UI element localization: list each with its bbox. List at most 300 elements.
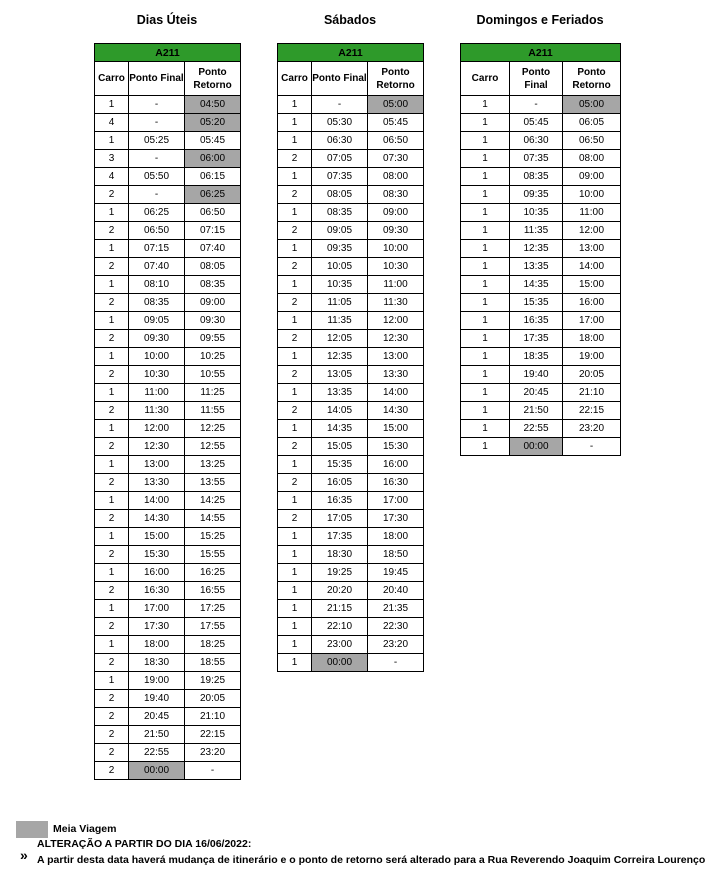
ponto-final-cell: 11:35 [510, 222, 563, 240]
carro-cell: 3 [95, 150, 129, 168]
ponto-final-cell: 00:00 [312, 654, 368, 672]
ponto-retorno-cell: 06:15 [185, 168, 241, 186]
carro-cell: 1 [95, 600, 129, 618]
column-header-carro: Carro [278, 62, 312, 96]
ponto-retorno-cell: 13:00 [368, 348, 424, 366]
carro-cell: 2 [95, 618, 129, 636]
table-row [95, 150, 241, 168]
table-row [278, 438, 424, 456]
carro-cell: 1 [95, 348, 129, 366]
ponto-final-cell: 14:35 [510, 276, 563, 294]
ponto-final-cell: 22:10 [312, 618, 368, 636]
carro-cell: 2 [95, 474, 129, 492]
route-header: A211 [461, 44, 621, 62]
carro-cell: 1 [461, 348, 510, 366]
table-row [278, 312, 424, 330]
carro-cell: 2 [95, 708, 129, 726]
ponto-final-cell: 12:30 [129, 438, 185, 456]
table-row [95, 708, 241, 726]
table-row [278, 600, 424, 618]
carro-cell: 1 [461, 204, 510, 222]
carro-cell: 2 [278, 510, 312, 528]
table-row [461, 204, 621, 222]
ponto-retorno-cell: 09:55 [185, 330, 241, 348]
ponto-final-cell: 13:05 [312, 366, 368, 384]
ponto-retorno-cell: 06:00 [185, 150, 241, 168]
ponto-retorno-cell: 06:50 [563, 132, 621, 150]
ponto-retorno-cell: 18:25 [185, 636, 241, 654]
carro-cell: 1 [461, 150, 510, 168]
ponto-retorno-cell: 20:05 [185, 690, 241, 708]
carro-cell: 4 [95, 114, 129, 132]
table-row [461, 312, 621, 330]
carro-cell: 1 [278, 618, 312, 636]
ponto-final-cell: 06:50 [129, 222, 185, 240]
ponto-retorno-cell: 19:00 [563, 348, 621, 366]
table-row [95, 744, 241, 762]
ponto-final-cell: 22:55 [510, 420, 563, 438]
carro-cell: 1 [278, 654, 312, 672]
carro-cell: 2 [95, 186, 129, 204]
ponto-final-cell: 10:30 [129, 366, 185, 384]
ponto-final-cell: 08:05 [312, 186, 368, 204]
table-row [461, 366, 621, 384]
ponto-final-cell: 16:35 [312, 492, 368, 510]
ponto-final-cell: 16:35 [510, 312, 563, 330]
ponto-final-cell: - [129, 114, 185, 132]
ponto-retorno-cell: 06:05 [563, 114, 621, 132]
ponto-retorno-cell: 16:55 [185, 582, 241, 600]
ponto-final-cell: 14:00 [129, 492, 185, 510]
carro-cell: 1 [461, 222, 510, 240]
table-row [461, 402, 621, 420]
ponto-retorno-cell: 06:25 [185, 186, 241, 204]
table-row [278, 564, 424, 582]
table-row [461, 222, 621, 240]
ponto-retorno-cell: 05:00 [563, 96, 621, 114]
carro-cell: 1 [278, 546, 312, 564]
carro-cell: 2 [95, 654, 129, 672]
ponto-retorno-cell: 11:30 [368, 294, 424, 312]
table-row [278, 168, 424, 186]
ponto-final-cell: 12:35 [510, 240, 563, 258]
ponto-retorno-cell: 20:40 [368, 582, 424, 600]
carro-cell: 1 [461, 132, 510, 150]
table-row [278, 294, 424, 312]
table-row [95, 402, 241, 420]
ponto-final-cell: 15:05 [312, 438, 368, 456]
table-row [95, 96, 241, 114]
table-row [278, 114, 424, 132]
carro-cell: 1 [461, 312, 510, 330]
ponto-final-cell: 17:35 [312, 528, 368, 546]
carro-cell: 2 [278, 258, 312, 276]
ponto-final-cell: 08:35 [129, 294, 185, 312]
table-row [461, 132, 621, 150]
table-row [95, 438, 241, 456]
ponto-final-cell: 13:30 [129, 474, 185, 492]
table-row [278, 528, 424, 546]
ponto-retorno-cell: 09:30 [368, 222, 424, 240]
ponto-final-cell: 16:05 [312, 474, 368, 492]
schedule-saturdays [277, 12, 423, 668]
ponto-final-cell: 07:35 [312, 168, 368, 186]
table-row [278, 384, 424, 402]
ponto-final-cell: 10:35 [510, 204, 563, 222]
ponto-retorno-cell: 10:30 [368, 258, 424, 276]
schedule-weekdays [94, 12, 240, 776]
carro-cell: 1 [95, 564, 129, 582]
ponto-retorno-cell: 13:25 [185, 456, 241, 474]
carro-cell: 1 [461, 420, 510, 438]
ponto-retorno-cell: 11:25 [185, 384, 241, 402]
ponto-final-cell: 22:55 [129, 744, 185, 762]
ponto-retorno-cell: 21:35 [368, 600, 424, 618]
ponto-retorno-cell: 12:00 [563, 222, 621, 240]
ponto-final-cell: 09:35 [312, 240, 368, 258]
table-row [95, 348, 241, 366]
carro-cell: 2 [278, 438, 312, 456]
ponto-final-cell: 05:25 [129, 132, 185, 150]
schedule-title: Sábados [323, 13, 377, 27]
note-bullet: » [20, 847, 28, 863]
table-row [95, 492, 241, 510]
ponto-final-cell: 13:00 [129, 456, 185, 474]
carro-cell: 1 [278, 636, 312, 654]
table-row [461, 96, 621, 114]
ponto-final-cell: 21:50 [510, 402, 563, 420]
table-row [278, 276, 424, 294]
ponto-retorno-cell: 12:25 [185, 420, 241, 438]
ponto-final-cell: 09:05 [312, 222, 368, 240]
carro-cell: 2 [95, 222, 129, 240]
table-row [95, 600, 241, 618]
carro-cell: 1 [278, 492, 312, 510]
carro-cell: 1 [95, 132, 129, 150]
ponto-retorno-cell: 17:55 [185, 618, 241, 636]
ponto-retorno-cell: 09:00 [563, 168, 621, 186]
carro-cell: 2 [95, 582, 129, 600]
table-row [461, 438, 621, 456]
ponto-final-cell: 00:00 [129, 762, 185, 780]
ponto-final-cell: 15:30 [129, 546, 185, 564]
ponto-retorno-cell: 17:25 [185, 600, 241, 618]
table-row [95, 474, 241, 492]
table-row [278, 546, 424, 564]
carro-cell: 1 [278, 312, 312, 330]
carro-cell: 1 [95, 456, 129, 474]
schedule-sundays-holidays [460, 12, 620, 462]
carro-cell: 1 [461, 276, 510, 294]
carro-cell: 2 [278, 186, 312, 204]
ponto-final-cell: 11:35 [312, 312, 368, 330]
carro-cell: 2 [95, 762, 129, 780]
table-row [95, 132, 241, 150]
table-row [95, 258, 241, 276]
table-row [95, 762, 241, 780]
ponto-final-cell: 05:30 [312, 114, 368, 132]
ponto-retorno-cell: 13:30 [368, 366, 424, 384]
ponto-retorno-cell: 21:10 [185, 708, 241, 726]
ponto-retorno-cell: 08:00 [563, 150, 621, 168]
carro-cell: 2 [278, 294, 312, 312]
ponto-retorno-cell: 11:55 [185, 402, 241, 420]
table-row [461, 168, 621, 186]
ponto-retorno-cell: 10:55 [185, 366, 241, 384]
ponto-retorno-cell: 18:55 [185, 654, 241, 672]
carro-cell: 1 [95, 96, 129, 114]
carro-cell: 1 [278, 456, 312, 474]
ponto-retorno-cell: 17:00 [563, 312, 621, 330]
ponto-retorno-cell: 23:20 [185, 744, 241, 762]
carro-cell: 2 [278, 150, 312, 168]
ponto-retorno-cell: 16:00 [368, 456, 424, 474]
column-header-carro: Carro [461, 62, 510, 96]
table-row [95, 294, 241, 312]
ponto-final-cell: 15:35 [312, 456, 368, 474]
ponto-final-cell: 05:45 [510, 114, 563, 132]
carro-cell: 2 [278, 402, 312, 420]
column-header-carro: Carro [95, 62, 129, 96]
ponto-final-cell: 18:30 [129, 654, 185, 672]
ponto-final-cell: 08:10 [129, 276, 185, 294]
carro-cell: 1 [278, 564, 312, 582]
table-row [278, 366, 424, 384]
carro-cell: 2 [278, 474, 312, 492]
table-row [278, 222, 424, 240]
carro-cell: 2 [95, 546, 129, 564]
carro-cell: 2 [95, 402, 129, 420]
ponto-retorno-cell: 09:00 [185, 294, 241, 312]
table-row [461, 114, 621, 132]
ponto-final-cell: 18:35 [510, 348, 563, 366]
carro-cell: 1 [278, 96, 312, 114]
ponto-retorno-cell: 20:05 [563, 366, 621, 384]
ponto-final-cell: 11:30 [129, 402, 185, 420]
ponto-retorno-cell: 05:45 [185, 132, 241, 150]
carro-cell: 2 [95, 726, 129, 744]
carro-cell: 1 [278, 420, 312, 438]
carro-cell: 1 [461, 240, 510, 258]
ponto-retorno-cell: 15:00 [368, 420, 424, 438]
table-row [95, 510, 241, 528]
table-row [95, 312, 241, 330]
ponto-final-cell: 17:35 [510, 330, 563, 348]
carro-cell: 1 [95, 636, 129, 654]
ponto-final-cell: 17:30 [129, 618, 185, 636]
ponto-retorno-cell: 23:20 [368, 636, 424, 654]
carro-cell: 2 [95, 330, 129, 348]
column-header-ponto-retorno: Ponto Retorno [563, 62, 621, 96]
ponto-retorno-cell: 22:15 [563, 402, 621, 420]
ponto-final-cell: 05:50 [129, 168, 185, 186]
table-row [278, 240, 424, 258]
carro-cell: 2 [95, 366, 129, 384]
ponto-retorno-cell: 08:00 [368, 168, 424, 186]
table-row [95, 222, 241, 240]
ponto-retorno-cell: 10:00 [368, 240, 424, 258]
carro-cell: 2 [278, 222, 312, 240]
table-row [95, 456, 241, 474]
ponto-final-cell: 19:40 [129, 690, 185, 708]
ponto-retorno-cell: - [185, 762, 241, 780]
ponto-retorno-cell: 15:30 [368, 438, 424, 456]
carro-cell: 1 [95, 420, 129, 438]
ponto-final-cell: 07:05 [312, 150, 368, 168]
ponto-retorno-cell: 14:00 [368, 384, 424, 402]
ponto-retorno-cell: 08:35 [185, 276, 241, 294]
ponto-retorno-cell: 14:25 [185, 492, 241, 510]
timetable [277, 43, 424, 672]
table-row [461, 240, 621, 258]
ponto-retorno-cell: 13:55 [185, 474, 241, 492]
carro-cell: 2 [95, 744, 129, 762]
carro-cell: 1 [461, 258, 510, 276]
table-row [278, 420, 424, 438]
ponto-retorno-cell: 11:00 [563, 204, 621, 222]
ponto-retorno-cell: 14:55 [185, 510, 241, 528]
ponto-retorno-cell: 08:05 [185, 258, 241, 276]
ponto-final-cell: 21:15 [312, 600, 368, 618]
carro-cell: 1 [95, 276, 129, 294]
table-row [278, 582, 424, 600]
route-header: A211 [278, 44, 424, 62]
table-row [95, 690, 241, 708]
ponto-retorno-cell: 14:00 [563, 258, 621, 276]
table-row [278, 132, 424, 150]
table-row [278, 618, 424, 636]
carro-cell: 1 [461, 438, 510, 456]
table-row [95, 420, 241, 438]
ponto-final-cell: 12:35 [312, 348, 368, 366]
ponto-final-cell: 00:00 [510, 438, 563, 456]
table-row [278, 348, 424, 366]
ponto-final-cell: 16:00 [129, 564, 185, 582]
ponto-final-cell: 17:00 [129, 600, 185, 618]
ponto-final-cell: 07:15 [129, 240, 185, 258]
table-row [95, 546, 241, 564]
ponto-final-cell: 19:00 [129, 672, 185, 690]
ponto-final-cell: 16:30 [129, 582, 185, 600]
ponto-retorno-cell: 18:50 [368, 546, 424, 564]
ponto-retorno-cell: 09:30 [185, 312, 241, 330]
carro-cell: 1 [461, 294, 510, 312]
column-header-ponto-final: Ponto Final [510, 62, 563, 96]
table-row [461, 186, 621, 204]
table-row [95, 330, 241, 348]
ponto-retorno-cell: 23:20 [563, 420, 621, 438]
ponto-retorno-cell: 15:25 [185, 528, 241, 546]
ponto-retorno-cell: 18:00 [368, 528, 424, 546]
carro-cell: 1 [278, 114, 312, 132]
carro-cell: 2 [278, 366, 312, 384]
carro-cell: 2 [95, 438, 129, 456]
table-row [461, 348, 621, 366]
ponto-final-cell: 10:05 [312, 258, 368, 276]
ponto-retorno-cell: 16:00 [563, 294, 621, 312]
ponto-retorno-cell: 10:25 [185, 348, 241, 366]
ponto-retorno-cell: 04:50 [185, 96, 241, 114]
ponto-final-cell: 08:35 [510, 168, 563, 186]
ponto-final-cell: 18:30 [312, 546, 368, 564]
table-row [278, 456, 424, 474]
ponto-final-cell: 14:05 [312, 402, 368, 420]
ponto-final-cell: 06:30 [312, 132, 368, 150]
carro-cell: 1 [278, 384, 312, 402]
ponto-final-cell: 19:40 [510, 366, 563, 384]
carro-cell: 1 [95, 528, 129, 546]
carro-cell: 1 [278, 348, 312, 366]
carro-cell: 2 [278, 330, 312, 348]
table-row [95, 204, 241, 222]
table-row [278, 492, 424, 510]
ponto-retorno-cell: 21:10 [563, 384, 621, 402]
table-row [461, 420, 621, 438]
carro-cell: 1 [278, 582, 312, 600]
table-row [278, 402, 424, 420]
ponto-final-cell: 14:35 [312, 420, 368, 438]
ponto-final-cell: 15:00 [129, 528, 185, 546]
table-row [278, 330, 424, 348]
ponto-retorno-cell: 14:30 [368, 402, 424, 420]
legend-label: Meia Viagem [53, 823, 117, 835]
ponto-retorno-cell: - [563, 438, 621, 456]
schedule-title: Dias Úteis [136, 13, 198, 27]
table-row [95, 582, 241, 600]
ponto-final-cell: 17:05 [312, 510, 368, 528]
ponto-final-cell: 18:00 [129, 636, 185, 654]
table-row [461, 384, 621, 402]
carro-cell: 2 [95, 258, 129, 276]
ponto-retorno-cell: 10:00 [563, 186, 621, 204]
table-row [461, 294, 621, 312]
table-row [278, 204, 424, 222]
carro-cell: 1 [95, 240, 129, 258]
table-row [95, 528, 241, 546]
carro-cell: 1 [278, 204, 312, 222]
ponto-retorno-cell: 22:30 [368, 618, 424, 636]
table-row [95, 384, 241, 402]
ponto-retorno-cell: 09:00 [368, 204, 424, 222]
table-row [461, 258, 621, 276]
carro-cell: 1 [278, 240, 312, 258]
table-row [461, 150, 621, 168]
timetable [94, 43, 241, 780]
ponto-retorno-cell: 17:00 [368, 492, 424, 510]
column-header-ponto-final: Ponto Final [312, 62, 368, 96]
table-row [95, 654, 241, 672]
ponto-retorno-cell: 15:00 [563, 276, 621, 294]
ponto-final-cell: 14:30 [129, 510, 185, 528]
ponto-final-cell: 21:50 [129, 726, 185, 744]
table-row [95, 618, 241, 636]
table-row [278, 150, 424, 168]
carro-cell: 1 [278, 600, 312, 618]
ponto-retorno-cell: 12:55 [185, 438, 241, 456]
table-row [278, 654, 424, 672]
ponto-final-cell: 20:45 [510, 384, 563, 402]
legend-swatch-half-trip [16, 821, 48, 838]
ponto-retorno-cell: 19:45 [368, 564, 424, 582]
ponto-retorno-cell: 17:30 [368, 510, 424, 528]
route-header: A211 [95, 44, 241, 62]
column-header-ponto-retorno: Ponto Retorno [368, 62, 424, 96]
ponto-final-cell: 06:25 [129, 204, 185, 222]
carro-cell: 1 [278, 132, 312, 150]
carro-cell: 1 [95, 204, 129, 222]
ponto-final-cell: 15:35 [510, 294, 563, 312]
schedule-title: Domingos e Feriados [476, 13, 604, 27]
